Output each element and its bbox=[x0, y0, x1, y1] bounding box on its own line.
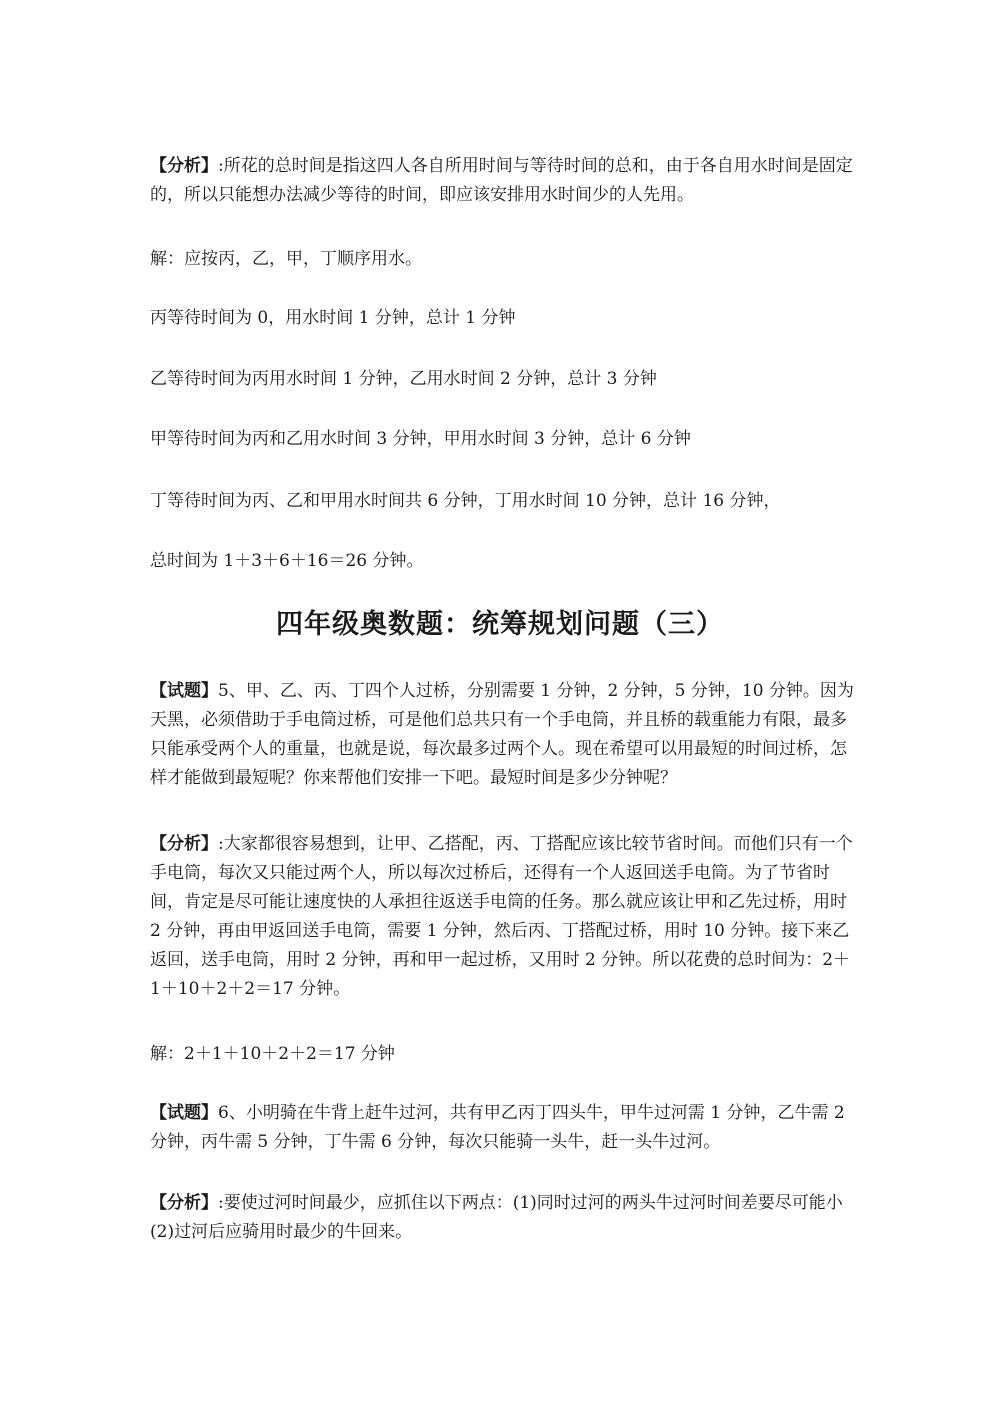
question-5 bbox=[150, 677, 855, 793]
section-title: 四年级奥数题：统筹规划问题（三） bbox=[276, 609, 724, 640]
question-tag: 【试题】 bbox=[150, 1103, 218, 1123]
analysis-5 bbox=[150, 830, 855, 1004]
step-yi: 乙等待时间为丙用水时间 1 分钟，乙用水时间 2 分钟，总计 3 分钟 bbox=[150, 369, 657, 389]
solution-line: 解：应按丙，乙，甲，丁顺序用水。 bbox=[150, 249, 422, 269]
solution-5: 解：2＋1＋10＋2＋2＝17 分钟 bbox=[150, 1044, 395, 1064]
step-ding: 丁等待时间为丙、乙和甲用水时间共 6 分钟，丁用水时间 10 分钟，总计 16 分钟， bbox=[150, 491, 781, 511]
analysis-6 bbox=[150, 1189, 855, 1247]
analysis-tag: 【分析】 bbox=[150, 1193, 218, 1213]
analysis-text: :大家都很容易想到，让甲、乙搭配，丙、丁搭配应该比较节省时间。而他们只有一个手电筒，每次又只能过两个人，所以每次过桥后，还得有一个人返回送手电筒。为了节省时间，肯定是尽可能让速度快的人承担往返送手电筒的任务。那么就应该让甲和乙先过桥，用时 2 分钟，再由甲返回送手电筒，需要 1 分钟，然后丙、丁搭配过桥，用时 10 分钟。接下来乙返回，送手电筒，用时 2 分钟，再和甲一起过桥，又用时 2 分钟。所以花费的总时间为：2＋1＋10＋2＋2＝17 分钟。 bbox=[150, 834, 853, 999]
step-bing: 丙等待时间为 0，用水时间 1 分钟，总计 1 分钟 bbox=[150, 308, 516, 328]
question-6 bbox=[150, 1099, 855, 1157]
analysis-tag: 【分析】 bbox=[150, 156, 218, 176]
question-text: 5、甲、乙、丙、丁四个人过桥，分别需要 1 分钟，2 分钟，5 分钟，10 分钟。因为天黑，必须借助于手电筒过桥，可是他们总共只有一个手电筒，并且桥的载重能力有限，最多只能承受两个人的重量，也就是说，每次最多过两个人。现在希望可以用最短的时间过桥，怎样才能做到最短呢？你来帮他们安排一下吧。最短时间是多少分钟呢？ bbox=[150, 681, 854, 788]
analysis-text: :要使过河时间最少，应抓住以下两点：(1)同时过河的两头牛过河时间差要尽可能小(2)过河后应骑用时最少的牛回来。 bbox=[150, 1193, 843, 1242]
question-tag: 【试题】 bbox=[150, 681, 218, 701]
analysis-text: :所花的总时间是指这四人各自所用时间与等待时间的总和，由于各自用水时间是固定的，所以只能想办法减少等待的时间，即应该安排用水时间少的人先用。 bbox=[150, 156, 853, 205]
total-line: 总时间为 1＋3＋6＋16＝26 分钟。 bbox=[150, 551, 424, 571]
question-text: 6、小明骑在牛背上赶牛过河，共有甲乙丙丁四头牛，甲牛过河需 1 分钟，乙牛需 2 分钟，丙牛需 5 分钟，丁牛需 6 分钟，每次只能骑一头牛，赶一头牛过河。 bbox=[150, 1103, 845, 1152]
step-jia: 甲等待时间为丙和乙用水时间 3 分钟，甲用水时间 3 分钟，总计 6 分钟 bbox=[150, 429, 691, 449]
analysis-tag: 【分析】 bbox=[150, 834, 218, 854]
analysis-paragraph-1 bbox=[150, 152, 855, 210]
